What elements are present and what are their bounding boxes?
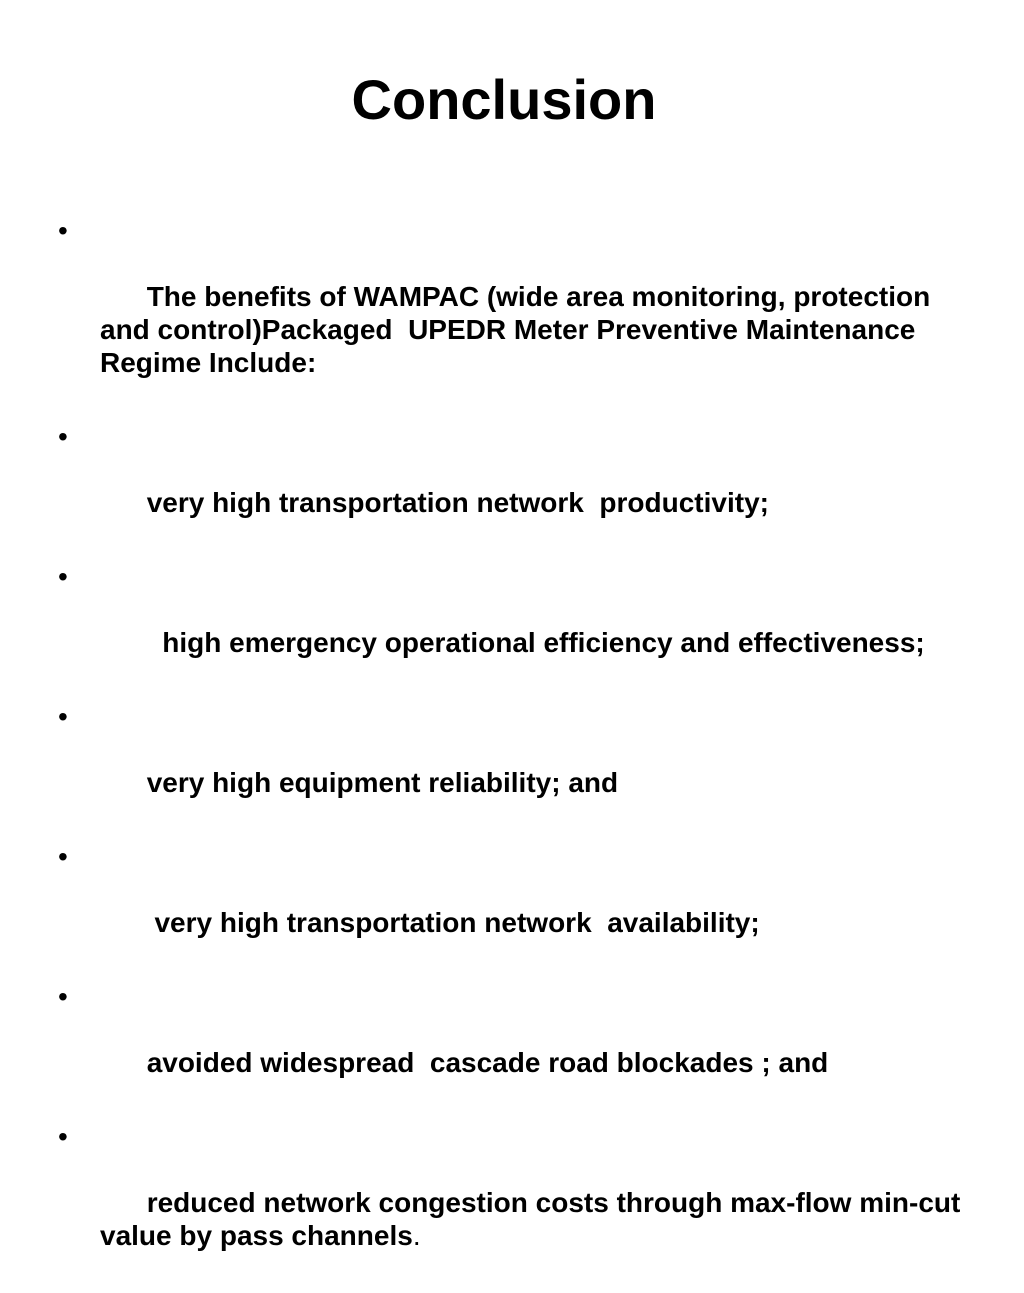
bullet-icon: • <box>58 701 68 732</box>
bullet-text: very high transportation network availability; <box>146 907 760 938</box>
bullet-text: very high transportation network productivity; <box>146 487 769 518</box>
bullet-icon: • <box>58 215 68 246</box>
bullet-text: high emergency operational efficiency and effectiveness; <box>146 627 925 658</box>
bullet-item <box>58 980 978 1112</box>
bullet-terminal-period: . <box>412 1220 421 1251</box>
bullet-item <box>58 840 978 972</box>
bullet-icon: • <box>58 421 68 452</box>
bullet-text: avoided widespread cascade road blockades ; and <box>146 1047 829 1078</box>
bullet-item <box>58 560 978 692</box>
bullet-text: reduced network congestion costs through max-flow min-cut value by pass channels <box>100 1187 969 1251</box>
bullet-item <box>58 420 978 552</box>
bullet-item <box>58 214 978 412</box>
bullet-item <box>58 700 978 832</box>
bullet-text: The benefits of WAMPAC (wide area monitoring, protection and control)Packaged UPEDR Meter Preventive Maintenance Regime Include: <box>100 281 938 378</box>
bullet-list <box>58 214 978 1293</box>
bullet-icon: • <box>58 981 68 1012</box>
bullet-icon: • <box>58 841 68 872</box>
bullet-text: very high equipment reliability; and <box>146 767 619 798</box>
bullet-icon: • <box>58 561 68 592</box>
bullet-icon: • <box>58 1121 68 1152</box>
slide-title: Conclusion <box>351 68 657 131</box>
bullet-item <box>58 1120 978 1285</box>
